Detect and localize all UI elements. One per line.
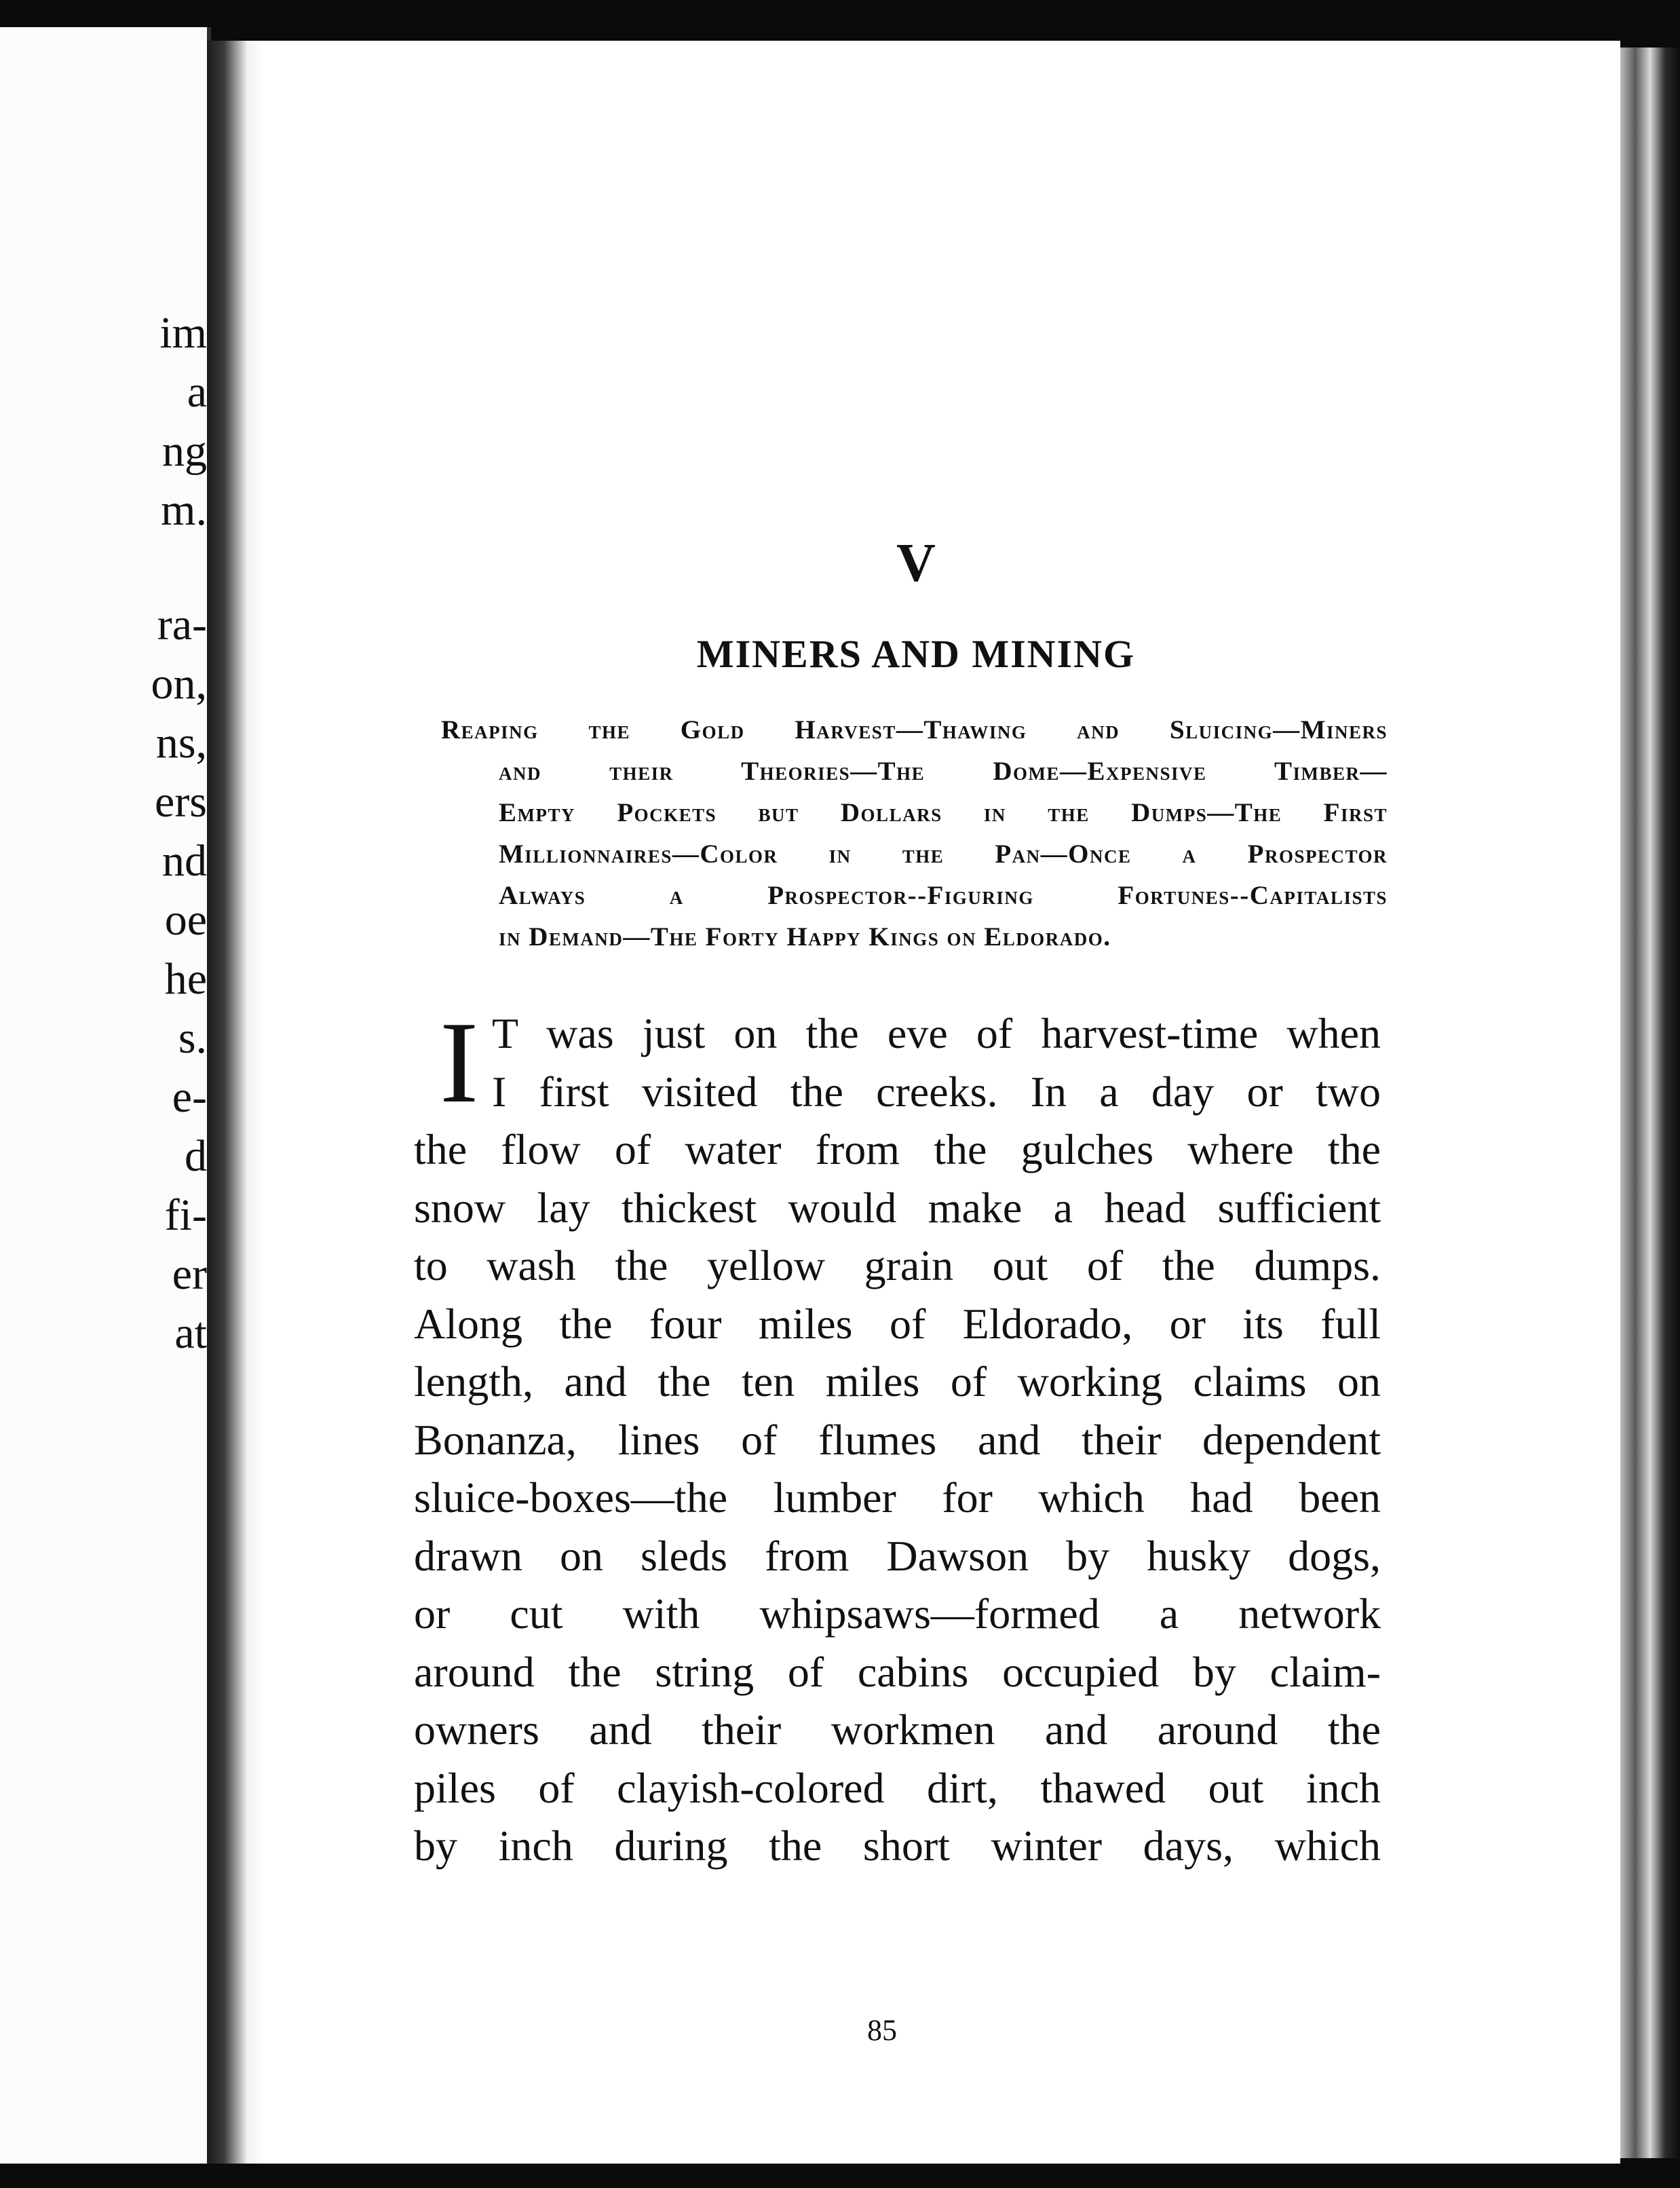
body-line: the flow of water from the gulches where the (414, 1125, 1381, 1173)
left-page-fragment: fi- (164, 1190, 207, 1240)
left-page-fragment: m. (161, 485, 207, 535)
body-line: owners and their workmen and around the (414, 1705, 1381, 1754)
left-page-fragment: ers (155, 777, 207, 827)
body-line: or cut with whipsaws—formed a network (414, 1589, 1381, 1638)
left-page-fragment: ra- (157, 600, 207, 649)
page-edges (1620, 48, 1680, 2158)
left-page-fragment: ng (162, 426, 207, 476)
body-line: sluice-boxes—the lumber for which had been (414, 1473, 1381, 1522)
body-line: by inch during the short winter days, which (414, 1822, 1381, 1870)
synopsis-line: Always a Prospector--Figuring Fortunes--Capitalists (499, 881, 1388, 910)
book-spine (207, 41, 265, 2164)
page-number: 85 (867, 2014, 897, 2047)
body-line: T was just on the eve of harvest-time when (492, 1009, 1381, 1057)
body-line: Along the four miles of Eldorado, or its full (414, 1299, 1381, 1348)
chapter-synopsis (441, 709, 1388, 958)
left-page-fragment: a (187, 367, 207, 417)
left-page-fragment: s. (178, 1013, 207, 1063)
left-page-fragment: d (185, 1131, 207, 1181)
left-page-fragment: ns, (155, 718, 207, 768)
body-text (414, 998, 1381, 1875)
body-line: to wash the yellow grain out of the dumps. (414, 1241, 1381, 1289)
synopsis-line: in Demand—The Forty Happy Kings on Eldorado. (499, 922, 1111, 951)
synopsis-line: and their Theories—The Dome—Expensive Timber— (499, 757, 1388, 786)
body-line: Bonanza, lines of flumes and their dependent (414, 1415, 1381, 1464)
left-page-fragment: nd (162, 836, 207, 886)
chapter-number: V (896, 533, 936, 593)
synopsis-line: Millionnaires—Color in the Pan—Once a Prospector (499, 840, 1388, 869)
left-page-fragment: im (159, 308, 207, 358)
left-page-fragment: on, (151, 659, 207, 709)
scan-border (0, 2164, 1680, 2188)
body-line: I first visited the creeks. In a day or two (492, 1067, 1381, 1116)
left-page-fragment: he (164, 954, 207, 1004)
chapter-title: MINERS AND MINING (696, 632, 1136, 676)
synopsis-line: Empty Pockets but Dollars in the Dumps—The First (499, 798, 1388, 827)
left-page-fragment: at (174, 1308, 207, 1358)
synopsis-line: Reaping the Gold Harvest—Thawing and Sluicing—Miners (441, 715, 1388, 744)
left-page-fragment: oe (164, 895, 207, 945)
left-page-fragment: e- (172, 1072, 207, 1122)
body-line: around the string of cabins occupied by claim- (414, 1647, 1381, 1696)
body-line: piles of clayish-colored dirt, thawed out inch (414, 1763, 1381, 1812)
left-page-fragment: er (172, 1249, 207, 1299)
left-page (0, 27, 211, 2164)
body-line: length, and the ten miles of working claims on (414, 1357, 1381, 1406)
body-line: drawn on sleds from Dawson by husky dogs, (414, 1531, 1381, 1580)
drop-cap: I (440, 998, 479, 1127)
body-line: snow lay thickest would make a head sufficient (414, 1183, 1381, 1232)
